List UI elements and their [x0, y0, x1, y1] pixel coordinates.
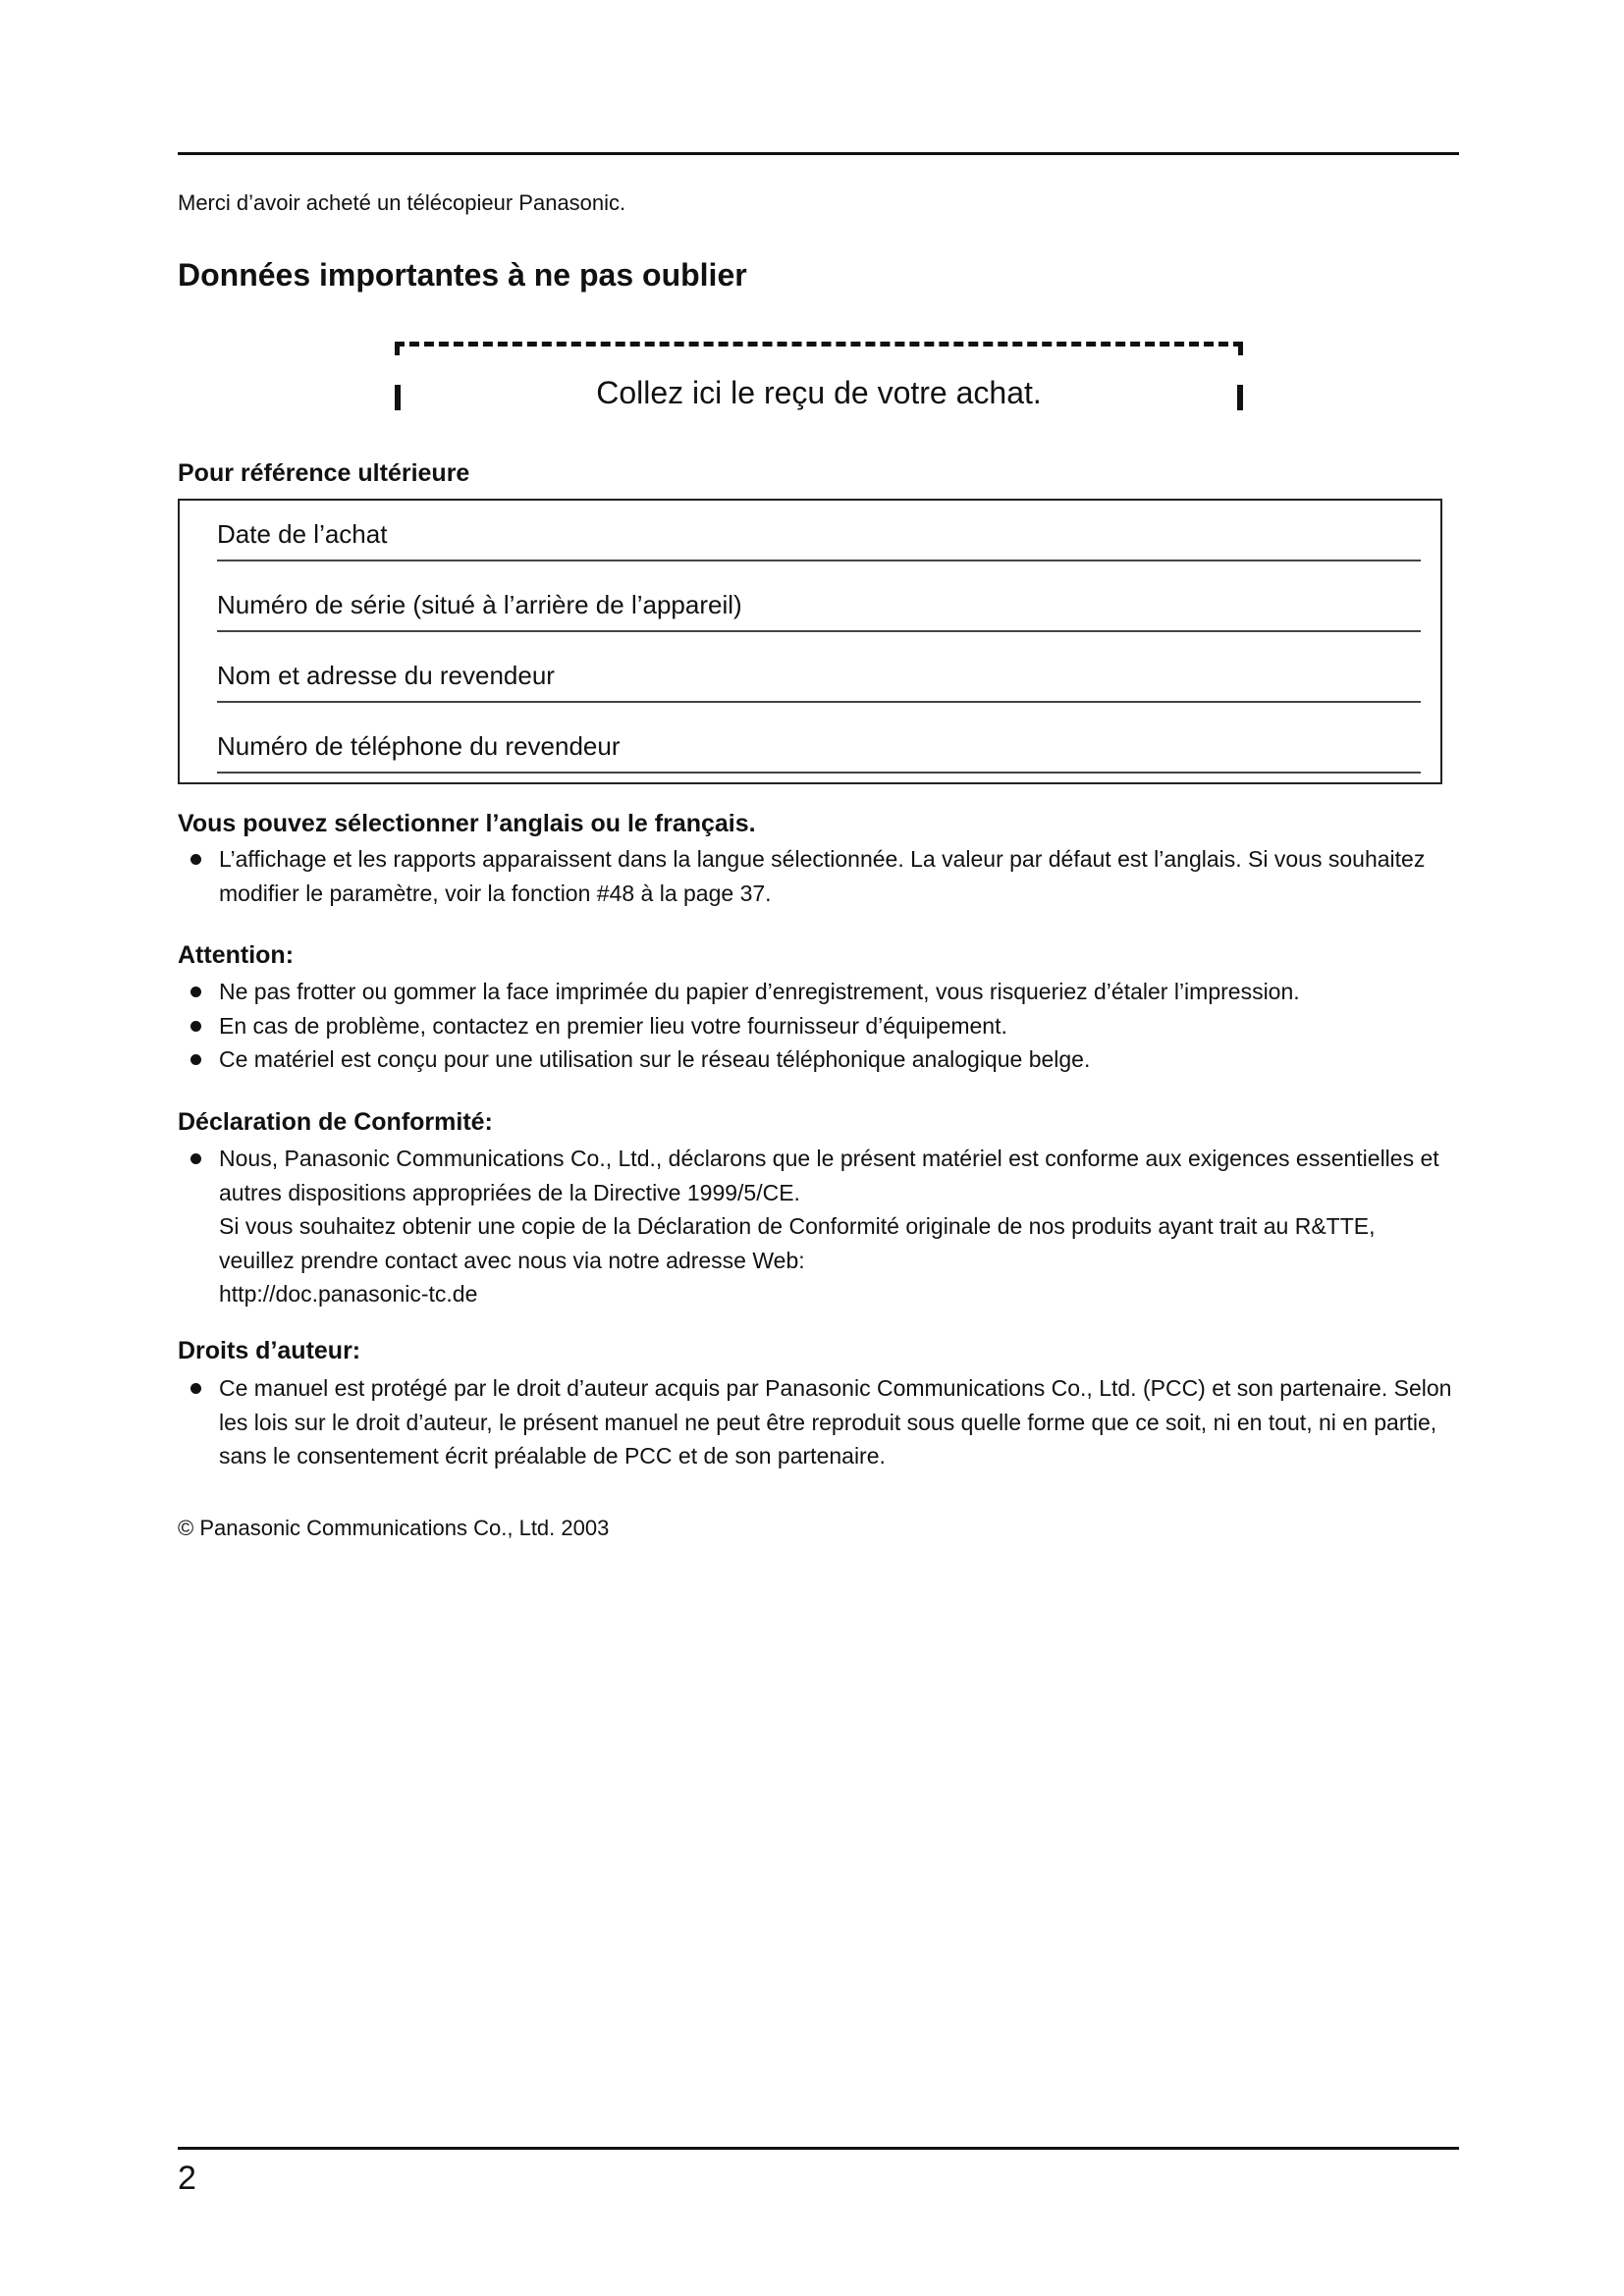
conformity-heading: Déclaration de Conformité: — [178, 1108, 493, 1136]
reference-row-label: Numéro de téléphone du revendeur — [217, 731, 621, 761]
reference-row-label: Nom et adresse du revendeur — [217, 661, 555, 690]
copyright-heading: Droits d’auteur: — [178, 1337, 361, 1364]
copyright-notice: © Panasonic Communications Co., Ltd. 2003 — [178, 1516, 610, 1540]
page-number: 2 — [178, 2160, 196, 2197]
page-title: Données importantes à ne pas oublier — [178, 257, 747, 293]
reference-row — [217, 642, 1421, 703]
list-item: En cas de problème, contactez en premier lieu votre fournisseur d’équipement. — [178, 1009, 1464, 1043]
intro-text: Merci d’avoir acheté un télécopieur Panasonic. — [178, 190, 626, 215]
list-item: Ce manuel est protégé par le droit d’auteur acquis par Panasonic Communications Co., Ltd. (PCC) et son partenaire. Selon les lois sur le droit d’auteur, le présent manuel ne peut être reproduit sous quelle forme que ce soit, ni en tout, ni en partie, sans le consentement écrit préalable de PCC et de son partenaire. — [178, 1371, 1464, 1473]
conformity-url[interactable]: http://doc.panasonic-tc.de — [219, 1281, 478, 1307]
reference-row-label: Numéro de série (situé à l’arrière de l’appareil) — [217, 590, 742, 619]
reference-heading: Pour référence ultérieure — [178, 459, 470, 487]
reference-row — [217, 571, 1421, 632]
receipt-corner-right — [1238, 342, 1243, 355]
attention-heading: Attention: — [178, 941, 295, 969]
list-item: Nous, Panasonic Communications Co., Ltd., déclarons que le présent matériel est conforme aux exigences essentielles et autres dispositions appropriées de la Directive 1999/5/CE. — [178, 1142, 1454, 1209]
language-list — [178, 842, 1444, 910]
conformity-list — [178, 1142, 1454, 1311]
receipt-area — [395, 342, 1243, 412]
reference-table — [178, 499, 1442, 784]
receipt-text: Collez ici le reçu de votre achat. — [596, 375, 1042, 410]
copyright-list — [178, 1371, 1464, 1473]
attention-list — [178, 975, 1464, 1077]
top-rule — [178, 152, 1459, 155]
list-item: L’affichage et les rapports apparaissent dans la langue sélectionnée. La valeur par défaut est l’anglais. Si vous souhaitez modifier le paramètre, voir la fonction #48 à la page 37. — [178, 842, 1444, 910]
bottom-rule — [178, 2147, 1459, 2150]
receipt-corner-left — [395, 342, 400, 355]
reference-row-label: Date de l’achat — [217, 519, 388, 549]
reference-row — [217, 713, 1421, 774]
language-heading: Vous pouvez sélectionner l’anglais ou le français. — [178, 810, 756, 837]
receipt-dashed-border — [395, 342, 1243, 347]
reference-row — [217, 501, 1421, 561]
list-item: Ce matériel est conçu pour une utilisation sur le réseau téléphonique analogique belge. — [178, 1042, 1464, 1077]
conformity-extra: Si vous souhaitez obtenir une copie de la Déclaration de Conformité originale de nos produits ayant trait au R&TTE, veuillez prendre contact avec nous via notre adresse Web: — [219, 1213, 1376, 1273]
list-item: Ne pas frotter ou gommer la face imprimée du papier d’enregistrement, vous risqueriez d’étaler l’impression. — [178, 975, 1464, 1009]
